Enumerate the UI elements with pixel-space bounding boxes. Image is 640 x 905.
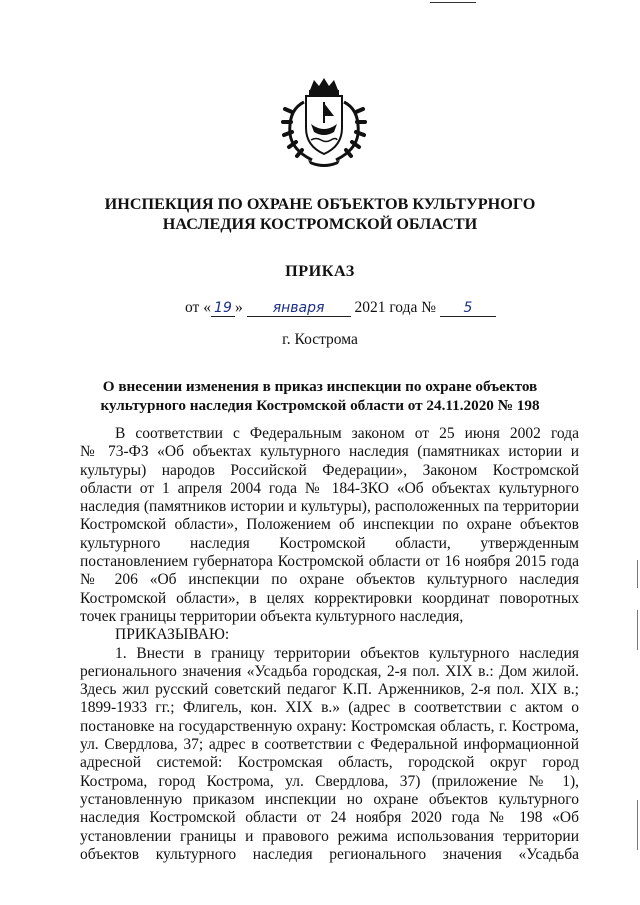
handwritten-order-number: 5 [440,300,496,317]
top-edge-mark [430,2,476,3]
scan-margin-marks [632,470,640,890]
organization-name-line-1: ИНСПЕКЦИЯ ПО ОХРАНЕ ОБЪЕКТОВ КУЛЬТУРНОГО [104,195,536,213]
body-line: Костромской области», в целях корректировки координат поворотных [80,589,579,607]
order-city: г. Кострома [282,331,358,348]
organization-name-line-2: НАСЛЕДИЯ КОСТРОМСКОЙ ОБЛАСТИ [162,215,478,233]
body-line: наследия (памятников истории и культуры), расположенных па территории [80,498,579,516]
date-prefix: от « [185,299,211,316]
order-dateline [185,299,496,317]
handwritten-month: января [247,300,351,317]
order-title: ПРИКАЗ [285,262,355,280]
order-body-text [80,425,579,864]
subject-line-2: культурного наследия Костромской области от 24.11.2020 № 198 [100,397,540,414]
handwritten-day: 19 [211,300,235,317]
body-line: Кострома, город Кострома, ул. Свердлова, 37) (приложение № 1), [80,772,579,790]
kostroma-coat-of-arms-icon [278,76,370,168]
date-quote-close: » [234,299,243,316]
body-line: 1. Внести в границу территории объектов культурного наследия [115,644,579,662]
body-line: ПРИКАЗЫВАЮ: [115,626,230,644]
body-line: В соответствии с Федеральным законом от 25 июня 2002 года [115,425,579,442]
body-line: наследия Костромской области от 24 ноября 2020 года № 198 «Об [80,809,579,827]
body-line: установленную приказом инспекции но охране объектов культурного [80,790,579,808]
body-line: ул. Свердлова, 37; адрес в соответствии с Федеральной информационной [80,736,579,754]
body-line: постановлением губернатора Костромской области от 16 ноября 2015 года [80,553,579,571]
body-line: постановке на государственную охрану: Костромская область, г. Кострома, [80,717,579,735]
body-line: регионального значения «Усадьба городская, 2-я пол. XIX в.: Дом жилой. [80,662,579,680]
body-line: № 73-ФЗ «Об объектах культурного наследия (памятниках истории и [80,443,579,461]
order-subject [80,377,560,415]
body-line: Здесь жил русский советский педагог К.П. Арженников, 2-я пол. XIX в.; [80,681,579,699]
body-line: адресной системой: Костромская область, городской округ город [80,754,579,772]
year-and-number-label: 2021 года № [354,299,437,316]
body-line: № 206 «Об инспекции по охране объектов культурного наследия [80,571,579,589]
body-line: 1899-1933 гг.; Флигель, кон. XIX в.» (адрес в соответствии с актом о [80,699,579,717]
body-line: Костромской области», Положением об инспекции по охране объектов [80,516,579,534]
body-line: культурного наследия Костромской области, утвержденным [80,534,579,552]
organization-name [80,194,560,234]
body-line: области от 1 апреля 2004 года № 184-ЗКО «Об объектах культурного [80,479,579,497]
subject-line-1: О внесении изменения в приказ инспекции по охране объектов [102,378,538,395]
body-line: культуры) народов Российской Федерации», Законом Костромской [80,461,579,479]
body-line: точек границы территории объекта культурного наследия, [80,607,464,625]
body-line: установлении границы и правового режима использования территории [80,827,579,845]
body-line: объектов культурного наследия регионального значения «Усадьба [80,845,579,863]
